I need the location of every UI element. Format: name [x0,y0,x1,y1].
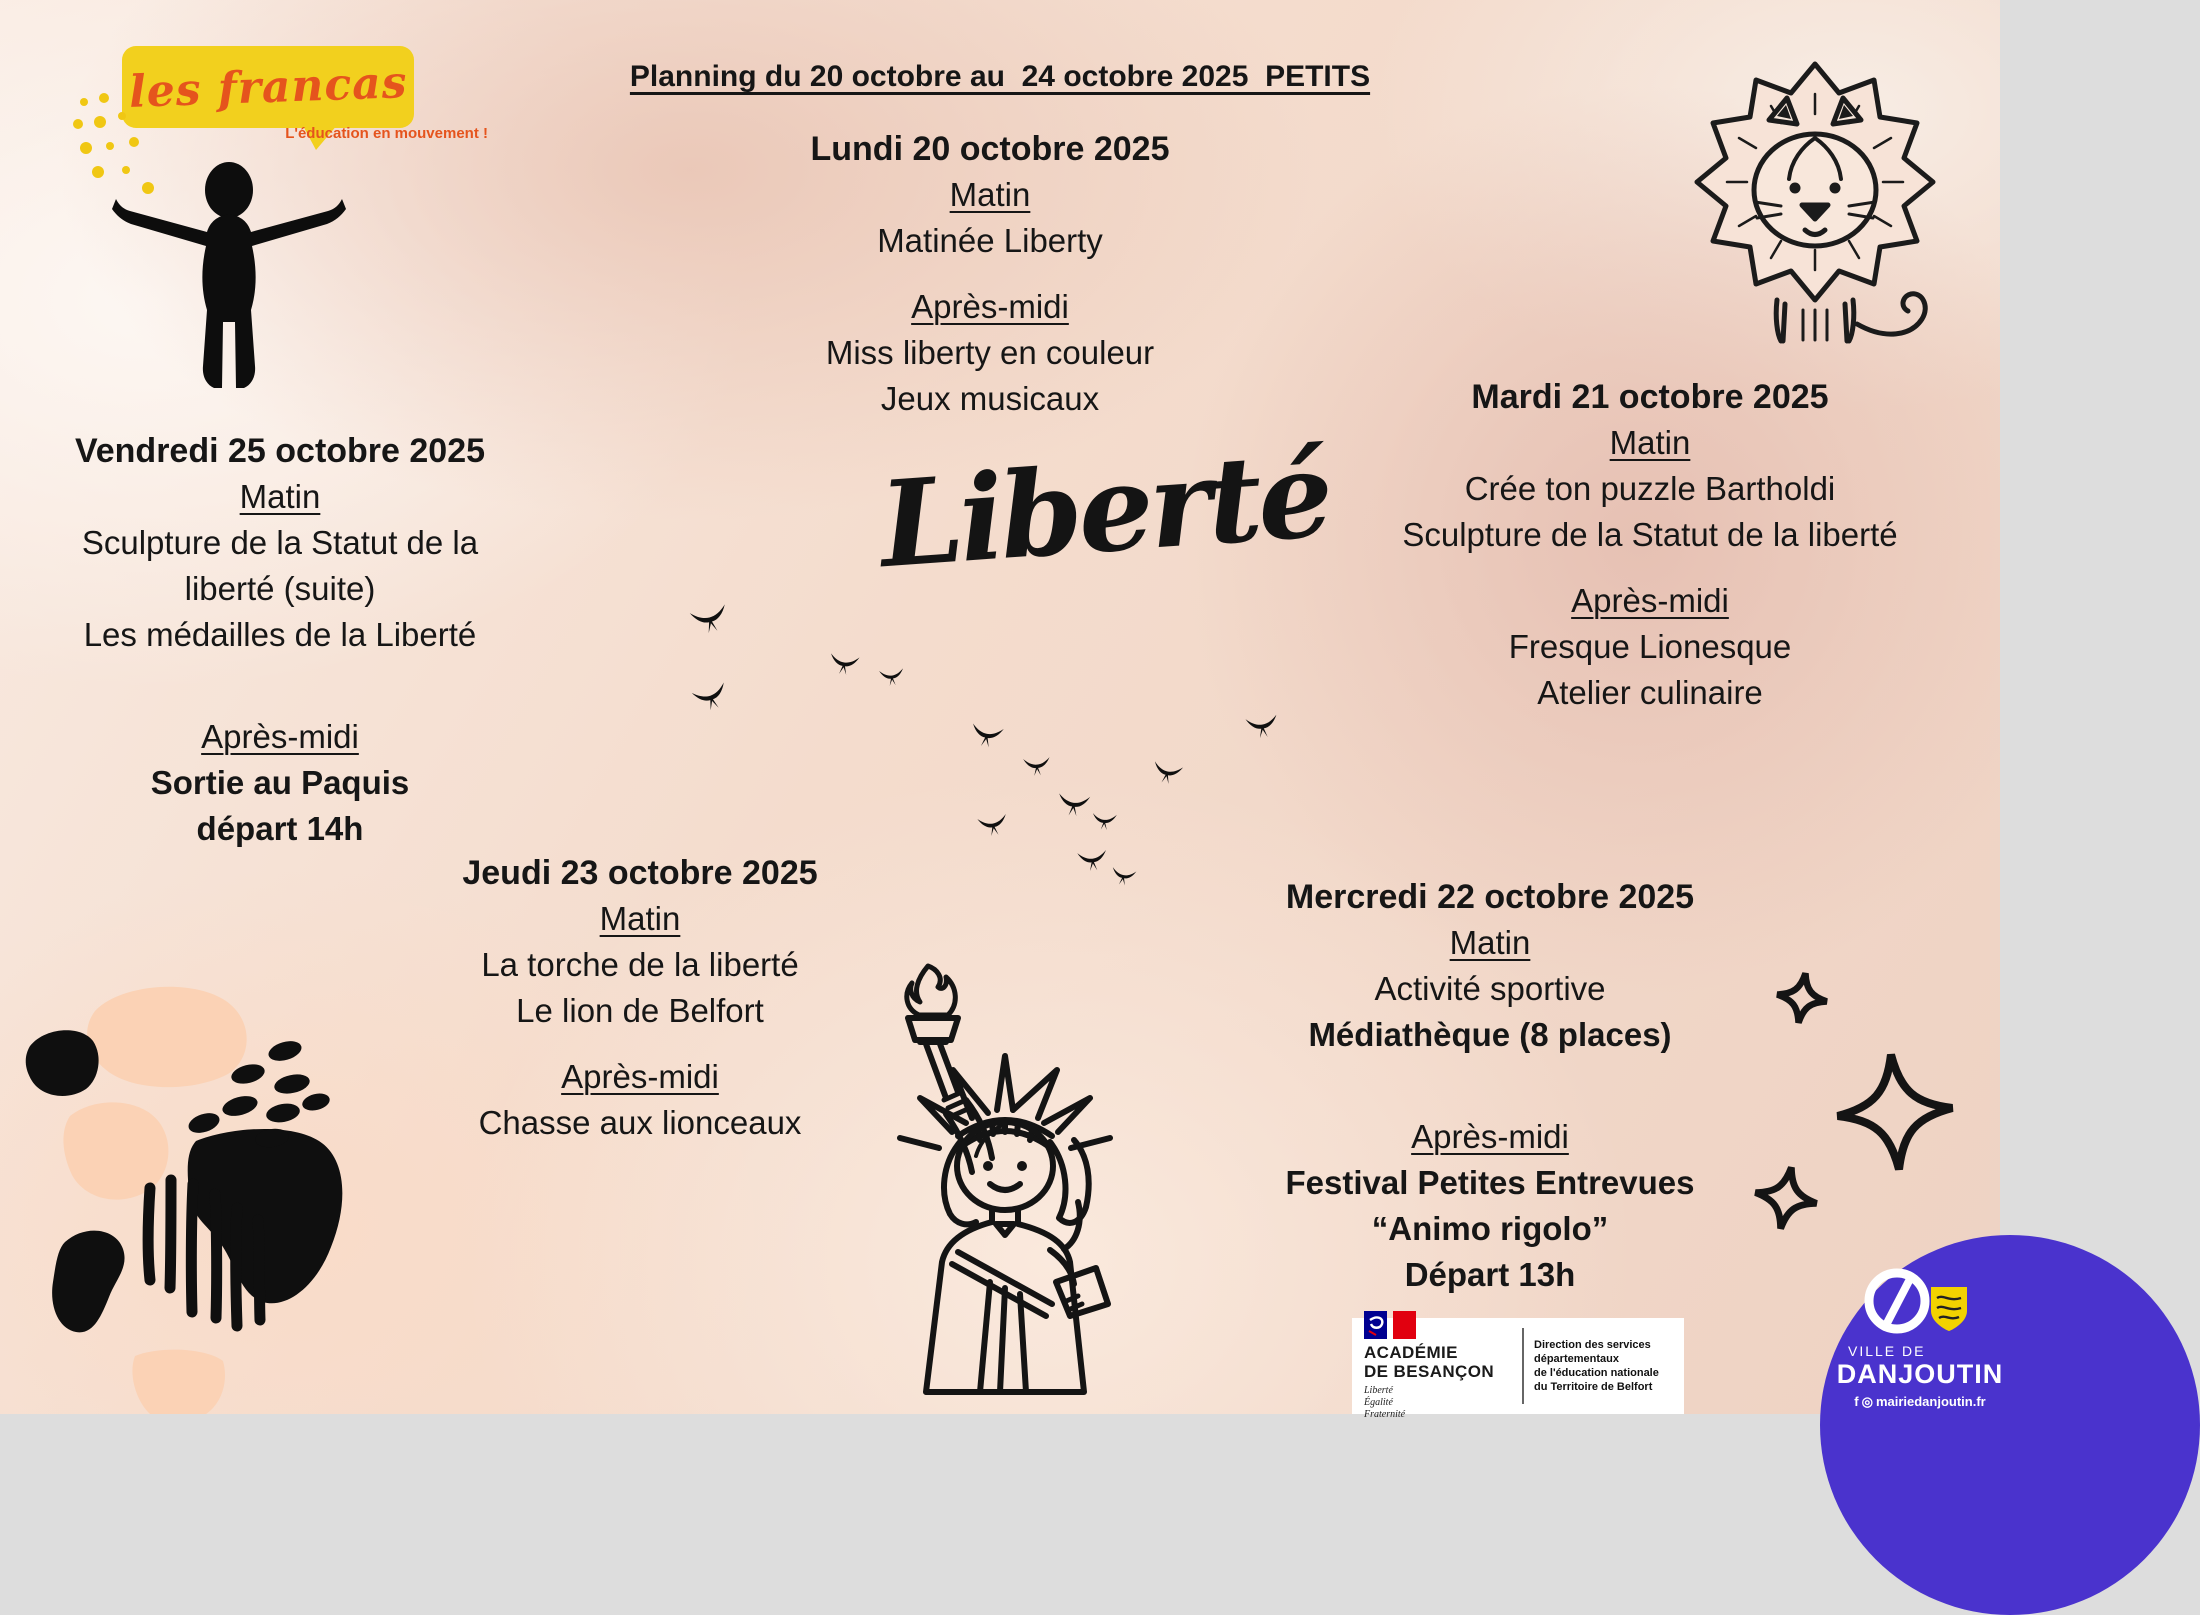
danjoutin-logo-icon [1855,1265,1985,1337]
danjoutin-website [1820,1394,2020,1410]
activity: “Animo rigolo” [1371,1210,1609,1247]
liberte-script: Liberté [875,424,1334,595]
website-text: mairiedanjoutin.fr [1875,1394,1986,1409]
day-mardi [1320,374,1980,716]
activity: Chasse aux lionceaux [478,1104,802,1141]
academie-name-line1: ACADÉMIE [1364,1343,1458,1362]
page-title: Planning du 20 octobre au 24 octobre 2025 PETITS [629,60,1371,93]
activity: Sortie au Paquis [150,764,410,801]
day-mercredi-matin-label: Matin [1449,924,1531,961]
activity: Les médailles de la Liberté [83,616,477,653]
facebook-icon: f [1854,1394,1859,1409]
birds-illustration [660,560,1280,900]
activity: Fresque Lionesque [1508,628,1792,665]
activity: Activité sportive [1374,970,1606,1007]
day-jeudi-title: Jeudi 23 octobre 2025 [462,854,818,892]
day-mardi-title: Mardi 21 octobre 2025 [1471,378,1829,416]
motto-fraternite: Fraternité [1364,1409,1406,1420]
danjoutin-ville-de: VILLE DE [1848,1343,1926,1359]
abstract-shapes-illustration [0,956,352,1414]
french-flag-icon [1364,1311,1416,1343]
day-vendredi-apresmidi-label: Après-midi [201,718,359,755]
academie-logo-block [1352,1318,1684,1420]
sparkles-illustration [1730,940,1990,1260]
activity: La torche de la liberté [481,946,799,983]
day-jeudi [360,850,920,1146]
activity: Miss liberty en couleur [825,334,1155,371]
activity: Matinée Liberty [877,222,1103,259]
day-lundi-matin-label: Matin [949,176,1031,213]
motto-liberte: Liberté [1364,1385,1393,1396]
academie-name-line2: DE BESANÇON [1364,1362,1495,1381]
child-silhouette-illustration [112,158,346,440]
direction-line1: Direction des services départementaux [1534,1339,1651,1365]
statue-of-liberty-illustration [840,950,1150,1414]
activity: Crée ton puzzle Bartholdi [1464,470,1836,507]
day-lundi-title: Lundi 20 octobre 2025 [810,130,1170,168]
activity: Atelier culinaire [1537,674,1763,711]
danjoutin-badge [1820,1235,2200,1615]
direction-line3: du Territoire de Belfort [1534,1381,1653,1393]
day-lundi [640,126,1340,422]
activity: Jeux musicaux [880,380,1100,417]
activity: Départ 13h [1404,1256,1576,1293]
day-jeudi-matin-label: Matin [599,900,681,937]
academie-left [1352,1305,1512,1427]
day-vendredi-title: Vendredi 25 octobre 2025 [74,432,486,470]
activity: départ 14h [196,810,364,847]
divider [1522,1328,1524,1404]
activity: Sculpture de la Statut de la liberté (suite) [81,524,479,607]
day-mercredi-apresmidi-label: Après-midi [1411,1118,1569,1155]
danjoutin-name: DANJOUTIN [1836,1359,2004,1389]
direction-line2: de l'éducation nationale [1534,1367,1659,1379]
instagram-icon: ◎ [1861,1394,1873,1409]
day-jeudi-apresmidi-label: Après-midi [561,1058,719,1095]
day-vendredi-matin-label: Matin [239,478,321,515]
activity: Festival Petites Entrevues [1285,1164,1695,1201]
danjoutin-content [1820,1265,2020,1410]
day-mercredi-title: Mercredi 22 octobre 2025 [1285,878,1695,916]
activity: Médiathèque (8 places) [1308,1016,1672,1053]
francas-logo: les francas [127,56,409,118]
motto-egalite: Égalité [1364,1397,1393,1408]
activity: Sculpture de la Statut de la liberté [1402,516,1898,553]
day-mercredi [1190,874,1790,1298]
day-lundi-apresmidi-label: Après-midi [911,288,1069,325]
day-mardi-matin-label: Matin [1609,424,1691,461]
day-vendredi [40,428,520,852]
activity: Le lion de Belfort [516,992,764,1029]
francas-tagline: L'éducation en mouvement ! [285,125,488,142]
lion-illustration [1685,42,1955,342]
day-mardi-apresmidi-label: Après-midi [1571,582,1729,619]
